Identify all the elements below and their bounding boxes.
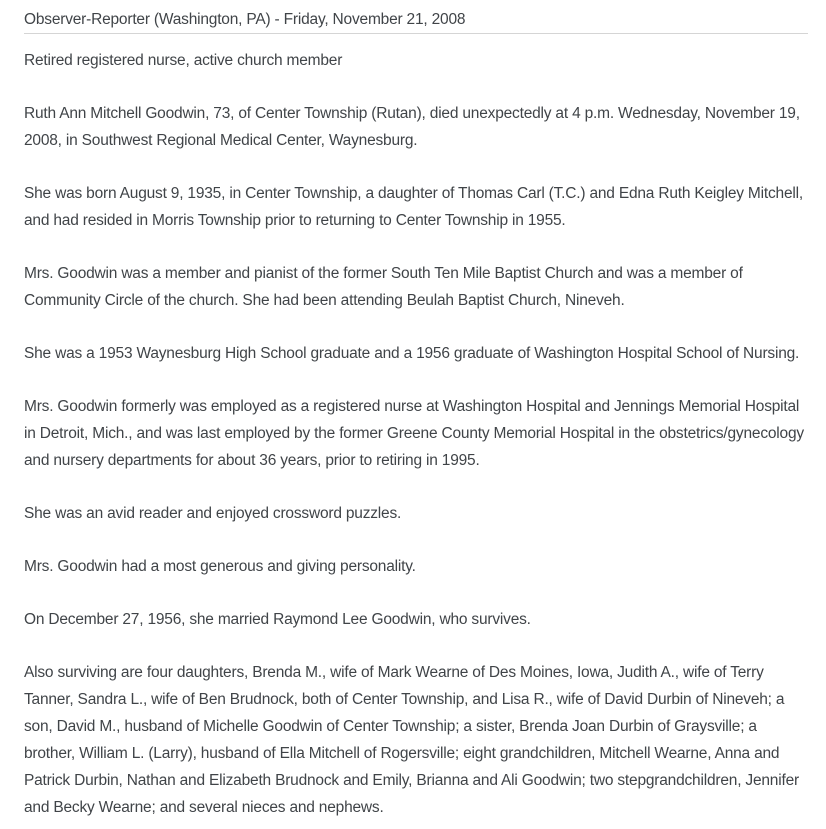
article-paragraph: Ruth Ann Mitchell Goodwin, 73, of Center Township (Rutan), died unexpectedly at 4 p.m. Wednesday, November 19, 2008, in Southwest Regional Medical Center, Waynesburg.	[24, 105, 800, 149]
article-summary: Retired registered nurse, active church member	[24, 52, 343, 69]
article-paragraph: Also surviving are four daughters, Brenda M., wife of Mark Wearne of Des Moines, Iowa, Judith A., wife of Terry Tanner, Sandra L., wife of Ben Brudnock, both of Center Township, and Lisa R., wife of David Durbin of Nineveh; a son, David M., husband of Michelle Goodwin of Center Township; a sister, Brenda Joan Durbin of Graysville; a brother, William L. (Larry), husband of Ella Mitchell of Rogersville; eight grandchildren, Mitchell Wearne, Anna and Patrick Durbin, Nathan and Elizabeth Brudnock and Emily, Brianna and Ali Goodwin; two stepgrandchildren, Jennifer and Becky Wearne; and several nieces and nephews.	[24, 664, 799, 816]
article-paragraph: Mrs. Goodwin formerly was employed as a registered nurse at Washington Hospital and Jennings Memorial Hospital in Detroit, Mich., and was last employed by the former Greene County Memorial Hospital in the obstetrics/gynecology and nursery departments for about 36 years, prior to retiring in 1995.	[24, 398, 804, 469]
article-paragraph: On December 27, 1956, she married Raymond Lee Goodwin, who survives.	[24, 611, 531, 628]
article-paragraph: Mrs. Goodwin had a most generous and giving personality.	[24, 558, 416, 575]
article-paragraph: She was born August 9, 1935, in Center Township, a daughter of Thomas Carl (T.C.) and Edna Ruth Keigley Mitchell, and had resided in Morris Township prior to returning to Center Township in 1955.	[24, 185, 803, 229]
article-paragraph: Mrs. Goodwin was a member and pianist of the former South Ten Mile Baptist Church and was a member of Community Circle of the church. She had been attending Beulah Baptist Church, Nineveh.	[24, 265, 743, 309]
source-dateline: Observer-Reporter (Washington, PA) - Friday, November 21, 2008	[24, 11, 466, 28]
obituary-article	[24, 34, 808, 821]
article-paragraph: She was a 1953 Waynesburg High School graduate and a 1956 graduate of Washington Hospital School of Nursing.	[24, 345, 800, 362]
article-paragraph: She was an avid reader and enjoyed crossword puzzles.	[24, 505, 402, 522]
